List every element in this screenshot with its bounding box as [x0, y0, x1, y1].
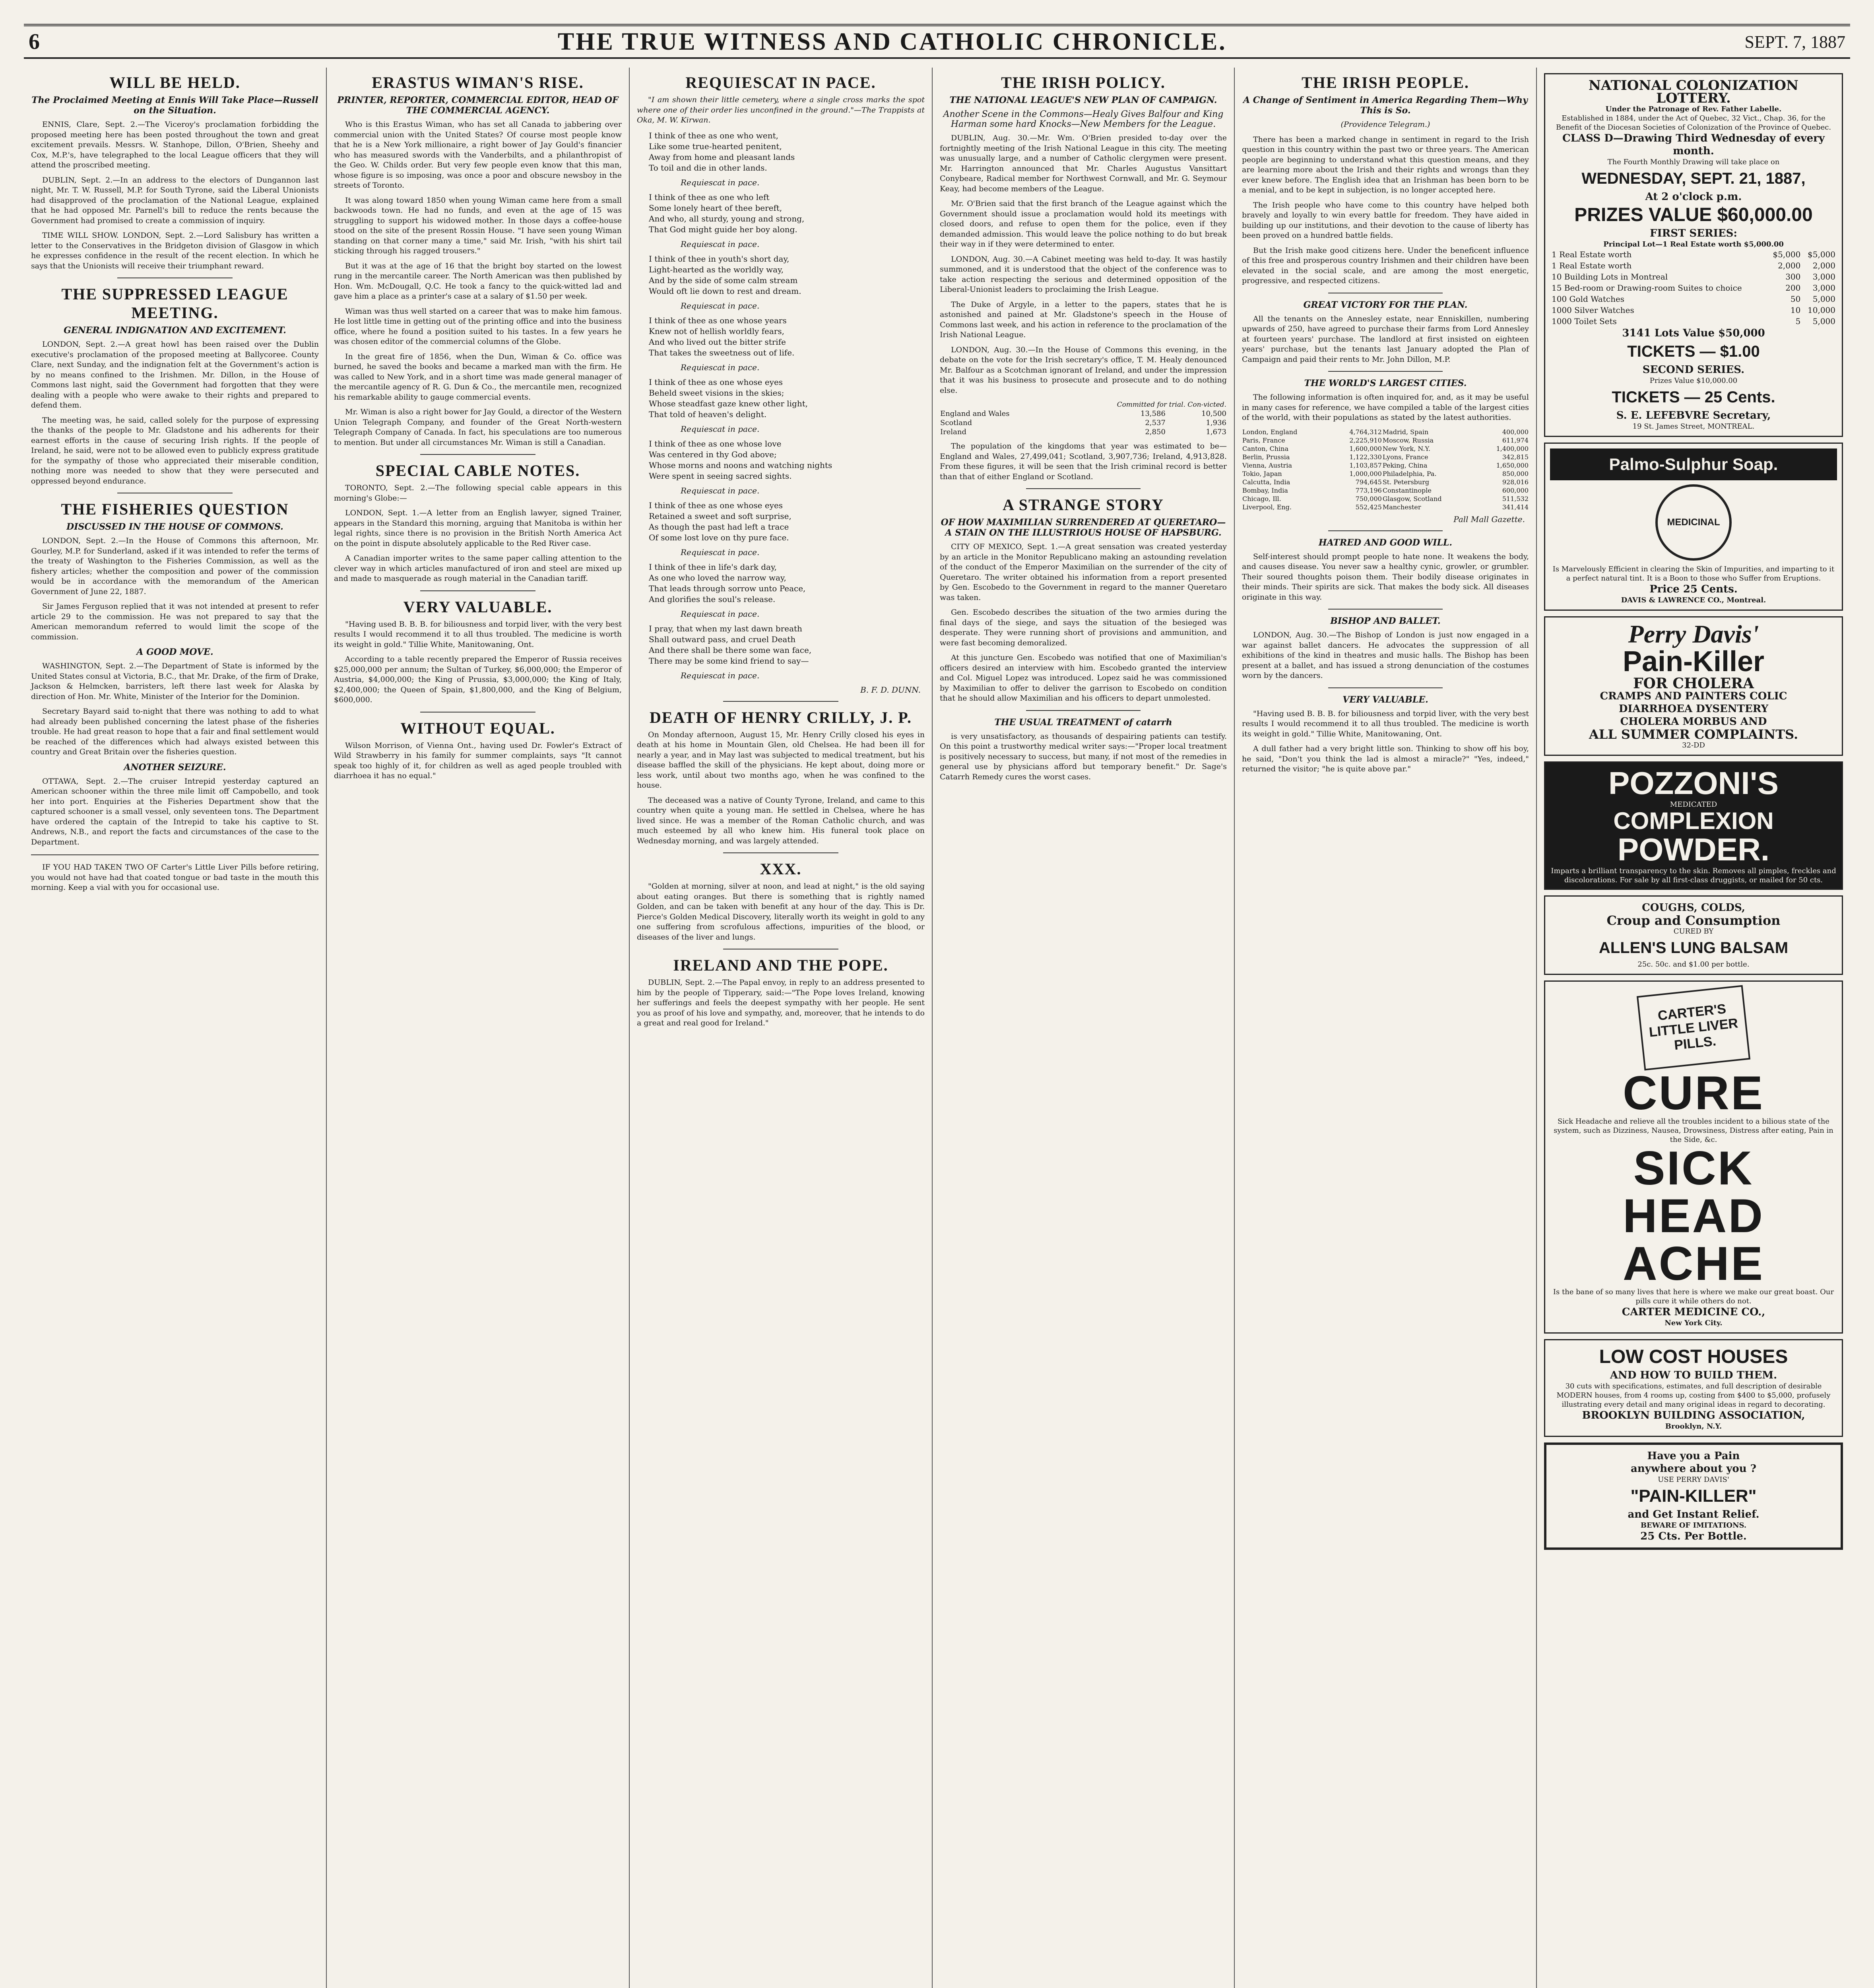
- article-subhead: ANOTHER SEIZURE.: [124, 762, 226, 773]
- carters-sick: SICK: [1633, 1142, 1754, 1195]
- table-cell: 300: [1785, 272, 1801, 282]
- divider: [1328, 609, 1443, 610]
- poem-refrain: Requiescat in pace.: [681, 239, 760, 249]
- table-cell: Berlin, Prussia: [1242, 453, 1290, 461]
- painkiller-advertisement: [1544, 616, 1843, 756]
- table-cell: 1,600,000: [1349, 445, 1382, 452]
- table-cell: 10: [1790, 305, 1801, 315]
- divider: [420, 454, 535, 455]
- article-paragraph: It was along toward 1850 when young Wiman came here from a small backwoods town. He had no funds, and even at the age of 15 was struggling to support his widowed mother. In those days a coffee-house stood on the site of the present Rossin House. "I have seen young Wiman standing on that corner many a time," said Mr. Irish, "with his shirt tail sticking through his ragged trousers.": [334, 196, 622, 255]
- article-paragraph: TIME WILL SHOW. LONDON, Sept. 2.—Lord Salisbury has written a letter to the Conservatives in the Bridgeton division of Glasgow in which he expresses confidence in the result of the recent election. In which he says that the Unionists will receive their triumphant reward.: [31, 231, 319, 270]
- article-headline: THE FISHERIES QUESTION: [61, 500, 289, 518]
- table-row: [1242, 503, 1529, 511]
- table-cell: Vienna, Austria: [1242, 461, 1292, 469]
- article-paragraph: ENNIS, Clare, Sept. 2.—The Viceroy's proclamation forbidding the proposed meeting here has been posted throughout the town and great excitement prevails. Messrs. W. Stanhope, Dillon, O'Brien, Sheehy and Cox, M.P.'s, have telegraphed to the local League officers that they will attend the proscribed meeting.: [31, 120, 319, 169]
- table-row: [1242, 445, 1529, 453]
- poem-stanza: I think of thee as one whose eyes Beheld sweet visions in the skies; Whose steadfast gaze knew other light, That told of heaven's delight.: [649, 377, 808, 419]
- table-cell: 2,537: [1145, 419, 1166, 427]
- poem-stanza: I think of thee as one who went, Like some true-hearted penitent, Away from home and pleasant lands To toil and die in other lands.: [649, 130, 795, 173]
- pozzoni-advertisement: [1544, 761, 1843, 890]
- poem-refrain: Requiescat in pace.: [681, 362, 760, 372]
- article-headline: DEATH OF HENRY CRILLY, J. P.: [650, 708, 912, 726]
- column-1: [24, 68, 327, 1988]
- column-4: [933, 68, 1235, 1988]
- table-cell: 2,225,910: [1349, 436, 1382, 444]
- article-subhead: DISCUSSED IN THE HOUSE OF COMMONS.: [66, 522, 283, 532]
- soap-text: Is Marvelously Efficient in clearing the Skin of Impurities, and imparting to it a perfect natural tint. It is a Boon to those who Suffer from Eruptions.: [1552, 565, 1835, 582]
- lottery-title: NATIONAL COLONIZATION LOTTERY.: [1588, 78, 1799, 106]
- lottery-principal: Principal Lot—1 Real Estate worth $5,000.00: [1603, 240, 1784, 248]
- newspaper-title: THE TRUE WITNESS AND CATHOLIC CHRONICLE.: [557, 28, 1227, 55]
- article-paragraph: "Having used B. B. B. for biliousness and torpid liver, with the very best results I would recommend it to all thus troubled. The medicine is worth its weight in gold." Tillie White, Manitowaning, Ont.: [1242, 709, 1529, 738]
- table-row: [1242, 495, 1529, 503]
- carters-pills-advertisement: [1544, 980, 1843, 1334]
- table-cell: 10 Building Lots in Montreal: [1552, 272, 1668, 282]
- column-5: [1235, 68, 1537, 1988]
- table-cell: Moscow, Russia: [1382, 436, 1434, 444]
- soap-price: Price 25 Cents.: [1649, 583, 1738, 595]
- table-cell: 1,936: [1206, 419, 1226, 427]
- article-summary: Another Scene in the Commons—Healy Gives Balfour and King Harman some hard Knocks—New Members for the League.: [943, 109, 1224, 129]
- pozzoni-name: POZZONI'S: [1608, 765, 1779, 801]
- article-paragraph: LONDON, Sept. 1.—A letter from an English lawyer, signed Trainer, appears in the Standard this morning, arguing that Manitoba is within her legal rights, since there is no provision in the British North America Act on the point in dispute absolutely applicable to the Red River case.: [334, 509, 622, 548]
- lottery-intro: Established in 1884, under the Act of Quebec, 32 Vict., Chap. 36, for the Benefit of the Diocesan Societies of Colonization of the Province of Quebec.: [1556, 114, 1831, 132]
- table-cell: 3,000: [1812, 283, 1835, 293]
- cities-table: [1242, 428, 1529, 511]
- article-headline: GREAT VICTORY FOR THE PLAN.: [1303, 299, 1468, 310]
- table-row: [1550, 249, 1837, 260]
- table-cell: 2,000: [1778, 261, 1801, 270]
- table-cell: 13,586: [1140, 410, 1166, 418]
- lottery-second-principal: Prizes Value $10,000.00: [1649, 377, 1738, 385]
- poem-stanza: I think of thee as one whose love Was centered in thy God above; Whose morns and noons and watching nights Were spent in seeing sacred sights.: [649, 439, 832, 481]
- article-source: (Providence Telegram.): [1341, 120, 1430, 129]
- lottery-tickets-second: TICKETS — 25 Cents.: [1612, 388, 1775, 406]
- table-cell: Glasgow, Scotland: [1382, 495, 1442, 503]
- article-paragraph: At this juncture Gen. Escobedo was notified that one of Maximilian's officers desired an interview with him. Escobedo granted the interview and Col. Miguel Lopez was introduced. Lopez said he was commissioned by Maximilian to offer to deliver the garrison to Escobedo on condition that he should allow Maximilian and his officers to depart unmolested.: [940, 653, 1227, 703]
- table-cell: Madrid, Spain: [1382, 428, 1429, 436]
- table-cell: 341,414: [1502, 503, 1529, 511]
- pain-line: USE PERRY DAVIS': [1658, 1475, 1729, 1484]
- column-2: [327, 68, 630, 1988]
- pozzoni-sub: MEDICATED: [1670, 800, 1717, 809]
- balsam-price: 25c. 50c. and $1.00 per bottle.: [1637, 960, 1750, 969]
- table-cell: $5,000: [1773, 250, 1801, 259]
- pain-line: and Get Instant Relief.: [1628, 1508, 1760, 1520]
- houses-sub: AND HOW TO BUILD THEM.: [1610, 1369, 1777, 1381]
- article-paragraph: DUBLIN, Aug. 30.—Mr. Wm. O'Brien presided to-day over the fortnightly meeting of the Irish National League in this city. The meeting was unusually large, and a number of Catholic clergymen were present. Mr. Harrington announced that Mr. Charles Augustus Vansittart Conybeare, Radical member for Northwest Cornwall, and Mr. G. Seymour Keay, had become members of the League.: [940, 134, 1227, 193]
- article-paragraph: Wilson Morrison, of Vienna Ont., having used Dr. Fowler's Extract of Wild Strawberry in his family for summer complaints, says "It cannot speak too highly of it, for children as well as aged people troubled with diarrhoea it has no equal.": [334, 741, 622, 780]
- table-cell: Bombay, India: [1242, 486, 1288, 494]
- table-cell: 342,815: [1502, 453, 1529, 461]
- table-cell: 10,000: [1808, 305, 1835, 315]
- lottery-prizes: PRIZES VALUE $60,000.00: [1574, 204, 1813, 225]
- article-paragraph: LONDON, Sept. 2.—A great howl has been raised over the Dublin executive's proclamation of the proposed meeting at Ballycoree. County Clare, next Sunday, and the indignation felt at the Government's action is by no means confined to the Irishmen. Mr. Dillon, in the House of Commons last night, said the Government had forgotten that they were dealing with a people who were awake to their rights and prepared to defend them.: [31, 340, 319, 410]
- poem-stanza: I think of thee as one whose eyes Retained a sweet and soft surprise, As though the past had left a trace Of some lost love on thy pure face.: [649, 500, 792, 542]
- lottery-second-series: SECOND SERIES.: [1642, 364, 1745, 376]
- table-cell: 10,500: [1201, 410, 1226, 418]
- table-row: [940, 427, 1227, 437]
- table-row: [1242, 478, 1529, 486]
- article-paragraph: WASHINGTON, Sept. 2.—The Department of State is informed by the United States consul at Victoria, B.C., that Mr. Drake, of the firm of Drake, Jackson & Helmcken, barristers, left there last week for Alaska by direction of Hon. Mr. White, Minister of the Interior for the Dominion.: [31, 662, 319, 701]
- table-cell: London, England: [1242, 428, 1298, 436]
- table-cell: Calcutta, India: [1242, 478, 1290, 486]
- table-row: [1242, 486, 1529, 495]
- table-header: Committed for trial. Con-victed.: [1117, 401, 1226, 409]
- table-cell: 1 Real Estate worth: [1552, 250, 1632, 259]
- table-cell: England and Wales: [940, 410, 1010, 418]
- article-headline: THE WORLD'S LARGEST CITIES.: [1304, 378, 1467, 388]
- table-cell: 1000 Silver Watches: [1552, 305, 1634, 315]
- pozzoni-text: Imparts a brilliant transparency to the skin. Removes all pimples, freckles and discolorations. For sale by all first-class druggists, or mailed for 50 cts.: [1551, 867, 1836, 884]
- article-headline: IRELAND AND THE POPE.: [673, 956, 889, 974]
- article-paragraph: In the great fire of 1856, when the Dun, Wiman & Co. office was burned, he saved the books and became a marked man with the firm. He was called to New York, and in a short time was made general manager of the mercantile agency of R. G. Dun & Co., the mercantile men, recognized his remarkable ability to gauge commercial events.: [334, 352, 622, 402]
- poem-refrain: Requiescat in pace.: [681, 670, 760, 680]
- article-paragraph: Secretary Bayard said to-night that there was nothing to add to what had already been published concerning the latest phase of the fisheries trouble. He had great reason to hope that a fair and final settlement would be reached of the differences which had always existed between this country and Great Britain over the fisheries question.: [31, 707, 319, 756]
- soap-title: Palmo-Sulphur Soap.: [1550, 448, 1837, 480]
- table-cell: 15 Bed-room or Drawing-room Suites to choice: [1552, 283, 1742, 293]
- table-cell: Paris, France: [1242, 436, 1285, 444]
- balsam-line: CURED BY: [1673, 927, 1714, 936]
- table-cell: 400,000: [1502, 428, 1529, 436]
- poem-refrain: Requiescat in pace.: [681, 424, 760, 434]
- balsam-line: Croup and Consumption: [1606, 913, 1781, 928]
- article-paragraph: The meeting was, he said, called solely for the purpose of expressing the thanks of the people to Mr. Gladstone and his adherents for their earnest efforts in the cause of securing Irish rights. If the people of Ireland, he said, were not to be allowed even to publicly express gratitude for the sympathy of those who appreciated their miserable condition, nothing more was needed to show that they were persecuted and oppressed beyond endurance.: [31, 415, 319, 485]
- divider: [723, 701, 838, 702]
- painkiller-title-2: Pain-Killer: [1622, 646, 1765, 678]
- article-paragraph: TORONTO, Sept. 2.—The following special cable appears in this morning's Globe:—: [334, 483, 622, 503]
- pain-line: "PAIN-KILLER": [1630, 1486, 1757, 1506]
- article-paragraph: Mr. Wiman is also a right bower for Jay Gould, a director of the Western Union Telegraph Company, and founder of the Great North-western Telegraph Company of Canada. In fact, his speculations are too numerous to mention. But under all circumstances Mr. Wiman is still a Canadian.: [334, 408, 622, 447]
- article-headline: THE IRISH PEOPLE.: [1302, 74, 1469, 91]
- balsam-name: ALLEN'S LUNG BALSAM: [1599, 939, 1789, 957]
- table-cell: Tokio, Japan: [1242, 470, 1282, 478]
- painkiller-line: DIARRHOEA DYSENTERY: [1618, 703, 1769, 715]
- article-paragraph: DUBLIN, Sept. 2.—In an address to the electors of Dungannon last night, Mr. T. W. Russell, M.P. for South Tyrone, said the Liberal Unionists had disapproved of the proclamation of the National League, explained that he had opposed Mr. Parnell's bill to reduce the rents because the Government had promised to create a commission of inquiry.: [31, 175, 319, 225]
- table-cell: 5,000: [1812, 294, 1835, 304]
- lottery-class: CLASS D—Drawing Third Wednesday of every month.: [1562, 132, 1825, 157]
- table-cell: 100 Gold Watches: [1552, 294, 1625, 304]
- lottery-lots: 3141 Lots Value $50,000: [1622, 327, 1765, 339]
- table-cell: 5,000: [1812, 316, 1835, 326]
- table-cell: Peking, China: [1382, 461, 1428, 469]
- ad-code: 32-DD: [1682, 741, 1705, 749]
- painkiller-line: ALL SUMMER COMPLAINTS.: [1589, 727, 1798, 742]
- article-paragraph: Wiman was thus well started on a career that was to make him famous. He lost little time in getting out of the printing office and into the business office, where he found a position suited to his tastes. In a few years he was chosen editor of the commercial columns of the Globe.: [334, 307, 622, 346]
- table-cell: 794,645: [1355, 478, 1382, 486]
- article-paragraph: OTTAWA, Sept. 2.—The cruiser Intrepid yesterday captured an American schooner within the three mile limit off Campobello, and took her into port. Enquiries at the Fisheries Department show that the captured schooner is a small vessel, only seventeen tons. The Department have ordered the captain of the Intrepid to take his captive to St. Andrews, N.B., and report the facts and circumstances of the case to the Department.: [31, 777, 319, 846]
- article-paragraph: LONDON, Aug. 30.—A Cabinet meeting was held to-day. It was hastily summoned, and it is understood that the object of the conference was to take action respecting the serious and determined opposition of the Liberal-Unionist leaders to proclaiming the Irish League.: [940, 254, 1227, 294]
- table-cell: 1000 Toilet Sets: [1552, 316, 1617, 326]
- table-cell: 1,673: [1206, 428, 1226, 436]
- table-cell: New York, N.Y.: [1382, 445, 1431, 452]
- poem-stanza: I think of thee in life's dark day, As one who loved the narrow way, That leads through sorrow unto Peace, And glorifies the soul's release.: [649, 562, 806, 604]
- article-subhead: GENERAL INDIGNATION AND EXCITEMENT.: [64, 325, 286, 336]
- article-headline: BISHOP AND BALLET.: [1330, 616, 1441, 626]
- article-paragraph: is very unsatisfactory, as thousands of despairing patients can testify. On this point a trustworthy medical writer says:—"Proper local treatment is positively necessary to success, but many, if not most of the remedies in general use by physicians afford but temporary benefit." Dr. Sage's Catarrh Remedy cures the worst cases.: [940, 732, 1227, 781]
- lottery-prize-table: [1550, 249, 1837, 327]
- article-subhead: OF HOW MAXIMILIAN SURRENDERED AT QUERETARO—A STAIN ON THE ILLUSTRIOUS HOUSE OF HAPSBURG.: [941, 517, 1226, 538]
- article-paragraph: A dull father had a very bright little son. Thinking to show off his boy, he said, "Don't you think the lad is almost a miracle?" "Yes, indeed," returned the visitor; "he is quite above par.": [1242, 744, 1529, 773]
- divider: [1328, 687, 1443, 688]
- table-row: [1550, 260, 1837, 271]
- divider: [31, 854, 319, 855]
- table-cell: Chicago, Ill.: [1242, 495, 1281, 503]
- article-paragraph: The population of the kingdoms that year was estimated to be—England and Wales, 27,499,041; Scotland, 3,907,736; Ireland, 4,913,828. From these figures, it will be seen that the Irish criminal record is better than that of either England or Scotland.: [940, 442, 1227, 481]
- lung-balsam-advertisement: [1544, 895, 1843, 975]
- table-cell: 1,103,857: [1349, 461, 1382, 469]
- article-paragraph: On Monday afternoon, August 15, Mr. Henry Crilly closed his eyes in death at his home in Mountain Glen, old Chelsea. He had been ill for nearly a year, and in May last was subjected to medical treatment, but his disease baffled the skill of the physicians. He kept about, doing more or less work, until about two months ago, when he was confined to the house.: [637, 730, 925, 790]
- divider: [1026, 488, 1141, 489]
- article-headline: VERY VALUABLE.: [403, 598, 553, 616]
- article-paragraph: According to a table recently prepared the Emperor of Russia receives $25,000,000 per annum; the Sultan of Turkey, $6,000,000; the Emperor of Austria, $4,000,000; the King of Prussia, $3,000,000; the King of Italy, $2,400,000; the Queen of Spain, $1,800,000, and the King of Belgium, $600,000.: [334, 655, 622, 704]
- table-row: [1550, 305, 1837, 316]
- table-cell: 552,425: [1355, 503, 1382, 511]
- painkiller-line: CRAMPS AND PAINTERS COLIC: [1600, 690, 1787, 702]
- soap-advertisement: [1544, 443, 1843, 611]
- balsam-line: COUGHS, COLDS,: [1642, 902, 1745, 914]
- carters-text: Sick Headache and relieve all the troubles incident to a bilious state of the system, such as Dizziness, Nausea, Drowsiness, Distress after eating, Pain in the Side, &c.: [1554, 1117, 1833, 1144]
- carters-head: HEAD: [1622, 1189, 1765, 1242]
- table-cell: 1,000,000: [1349, 470, 1382, 478]
- pill-box-icon: CARTER'S LITTLE LIVER PILLS.: [1637, 985, 1750, 1071]
- article-paragraph: Mr. O'Brien said that the first branch of the League against which the Government should issue a proclamation would hold its meetings with closed doors, and refuse to open them for the police, even if they demanded admission. This would leave the police nothing to do but break their way in if they were determined to enter.: [940, 199, 1227, 248]
- divider: [420, 590, 535, 591]
- houses-title: LOW COST HOUSES: [1599, 1346, 1788, 1367]
- table-cell: Constantinople: [1382, 486, 1432, 494]
- table-cell: $5,000: [1808, 250, 1835, 259]
- table-cell: Ireland: [940, 428, 966, 436]
- table-cell: 1 Real Estate worth: [1552, 261, 1632, 270]
- article-paragraph: All the tenants on the Annesley estate, near Enniskillen, numbering upwards of 250, have agreed to purchase their farms from Lord Annesley at fourteen years' purchase. The landlord at first insisted on eighteen years' purchase, but the tenants last January adopted the Plan of Campaign and paid their rents to Mr. John Dillon, M.P.: [1242, 314, 1529, 364]
- article-paragraph: The deceased was a native of County Tyrone, Ireland, and came to this country when quite a young man. He settled in Chelsea, where he has lived since. He was a member of the Roman Catholic church, and was much esteemed by all who knew him. His funeral took place on Wednesday morning, and was largely attended.: [637, 796, 925, 845]
- article-paragraph: The following information is often inquired for, and, as it may be useful in many cases for reference, we have compiled a table of the largest cities of the world, with their populations as stated by the latest authorities.: [1242, 393, 1529, 422]
- table-row: [1242, 470, 1529, 478]
- table-row: [1550, 271, 1837, 282]
- table-cell: Scotland: [940, 419, 972, 427]
- poem-refrain: Requiescat in pace.: [681, 301, 760, 311]
- lottery-advertisement: [1544, 73, 1843, 437]
- pain-line: 25 Cts. Per Bottle.: [1640, 1530, 1747, 1542]
- table-row: [940, 409, 1227, 418]
- article-paragraph: Sir James Ferguson replied that it was not intended at present to refer article 29 to the commission. He was not prepared to say that the American memorandum referred to would limit the scope of the commission.: [31, 602, 319, 641]
- table-cell: 5: [1795, 316, 1801, 326]
- table-row: [1550, 282, 1837, 293]
- article-headline: ERASTUS WIMAN'S RISE.: [372, 74, 584, 91]
- painkiller-for: FOR CHOLERA: [1633, 675, 1754, 692]
- houses-text: 30 cuts with specifications, estimates, and full description of desirable MODERN houses, from 4 rooms up, costing from $400 to $5,000, profusely illustrating every detail and many original ideas in regard to decorating.: [1556, 1382, 1831, 1409]
- article-headline: HATRED AND GOOD WILL.: [1318, 537, 1453, 548]
- article-subhead: A GOOD MOVE.: [136, 647, 213, 657]
- lottery-date: WEDNESDAY, SEPT. 21, 1887,: [1581, 170, 1806, 187]
- lottery-patron: Under the Patronage of Rev. Father Labelle.: [1605, 105, 1782, 113]
- article-headline: WITHOUT EQUAL.: [400, 719, 555, 737]
- table-cell: Canton, China: [1242, 445, 1289, 452]
- lottery-secretary: S. E. LEFEBVRE Secretary,: [1616, 410, 1771, 421]
- column-3: [630, 68, 933, 1988]
- poem-stanza: I think of thee as one who left Some lonely heart of thee bereft, And who, all sturdy, young and strong, That God might guide her boy along.: [649, 192, 805, 234]
- article-paragraph: But the Irish make good citizens here. Under the beneficent influence of this free and prosperous country Irishmen and their children have been elevated in the social scale, and are among the most energetic, progressive, and respected citizens.: [1242, 246, 1529, 285]
- advertisement-column: [1537, 68, 1850, 1988]
- lottery-next: The Fourth Monthly Drawing will take place on: [1607, 158, 1780, 166]
- soap-maker: DAVIS & LAWRENCE CO., Montreal.: [1621, 596, 1766, 604]
- table-cell: 928,016: [1502, 478, 1529, 486]
- article-paragraph: CITY OF MEXICO, Sept. 1.—A great sensation was created yesterday by an article in the Monitor Republicano making an astounding revelation of the conduct of the Emperor Maximilian on the surrender of the city of Queretaro. The writer obtained his information from a report presented by Gen. Escobedo to the Government in regard to the manner Queretaro was taken.: [940, 542, 1227, 602]
- table-source: Pall Mall Gazette.: [1453, 514, 1525, 524]
- houses-city: Brooklyn, N.Y.: [1665, 1422, 1722, 1431]
- table-cell: 1,650,000: [1496, 461, 1529, 469]
- divider: [723, 852, 838, 853]
- painkiller-title-1: Perry Davis': [1628, 620, 1759, 648]
- article-subhead: The Proclaimed Meeting at Ennis Will Take Place—Russell on the Situation.: [31, 95, 318, 116]
- article-headline: VERY VALUABLE.: [1342, 694, 1428, 705]
- table-cell: 4,764,312: [1349, 428, 1382, 436]
- medicinal-seal-icon: MEDICINAL: [1655, 484, 1732, 561]
- poem-epigraph: "I am shown their little cemetery, where a single cross marks the spot where one of their order lies unconfined in the ground."—The Trappists at Oka, M. W. Kirwan.: [637, 95, 925, 124]
- article-headline: WILL BE HELD.: [109, 74, 241, 91]
- pain-line: Have you a Pain: [1647, 1450, 1740, 1462]
- article-subhead: A Change of Sentiment in America Regarding Them—Why This is So.: [1243, 95, 1528, 116]
- table-cell: 750,000: [1355, 495, 1382, 503]
- masthead: [24, 24, 1850, 59]
- table-cell: 850,000: [1502, 470, 1529, 478]
- table-cell: 611,974: [1502, 436, 1529, 444]
- poem-signature: B. F. D. DUNN.: [860, 685, 921, 695]
- table-row: [940, 418, 1227, 427]
- divider: [1328, 371, 1443, 372]
- table-cell: Manchester: [1382, 503, 1421, 511]
- article-paragraph: Self-interest should prompt people to hate none. It weakens the body, and causes disease. You never saw a healthy cynic, growler, or grumbler. Their soured thoughts poison them. Their bodily disease originates in their minds. Their spirits are sick. That makes the body sick. All diseases originate in this way.: [1242, 552, 1529, 602]
- article-paragraph: LONDON, Sept. 2.—In the House of Commons this afternoon, Mr. Gourley, M.P. for Sunderland, asked if it was intended to refer the terms of the treaty of Washington to the Fisheries Commission, as well as the fishery articles; whether the composition and power of the commission would be in accordance with the memorandum of the American Government of June 22, 1887.: [31, 536, 319, 596]
- table-cell: St. Petersburg: [1382, 478, 1430, 486]
- article-paragraph: "Golden at morning, silver at noon, and lead at night," is the old saying about eating oranges. But there is something that is rightly named Golden, and can be taken with benefit at any hour of the day. This is Dr. Pierce's Golden Medical Discovery, literally worth its weight in gold to any one suffering from scrofulous affections, impurities of the blood, or diseases of the liver and lungs.: [637, 882, 925, 942]
- article-paragraph: Who is this Erastus Wiman, who has set all Canada to jabbering over commercial union with the United States? Of course most people know that he is a New York millionaire, a right bower of Jay Gould's financier who has measured swords with the Vanderbilts, and a philanthropist of the Geo. W. Childs order. But very few people even know that this man, whose figure is so imposing, was once a poor and obscure newsboy in the streets of Toronto.: [334, 120, 622, 190]
- poem-refrain: Requiescat in pace.: [681, 485, 760, 495]
- advertisement-notice: IF YOU HAD TAKEN TWO OF Carter's Little Liver Pills before retiring, you would not have had that coated tongue or bad taste in the mouth this morning. Keep a vial with you for occasional use.: [31, 863, 319, 892]
- pain-line: anywhere about you ?: [1631, 1463, 1756, 1475]
- carters-cure: CURE: [1622, 1066, 1765, 1120]
- poem-refrain: Requiescat in pace.: [681, 609, 760, 619]
- carters-ache: ACHE: [1622, 1237, 1765, 1290]
- article-headline: A STRANGE STORY: [1003, 496, 1164, 514]
- article-subhead: PRINTER, REPORTER, COMMERCIAL EDITOR, HEAD OF THE COMMERCIAL AGENCY.: [337, 95, 619, 116]
- table-cell: 3,000: [1812, 272, 1835, 282]
- lottery-address: 19 St. James Street, MONTREAL.: [1632, 422, 1755, 431]
- table-row: [1242, 453, 1529, 461]
- issue-date: SEPT. 7, 1887: [1744, 32, 1845, 52]
- crime-statistics-table: [940, 400, 1227, 437]
- houses-maker: BROOKLYN BUILDING ASSOCIATION,: [1582, 1409, 1805, 1421]
- table-cell: 773,196: [1355, 486, 1382, 494]
- article-headline: THE IRISH POLICY.: [1001, 74, 1166, 91]
- pozzoni-word: POWDER.: [1617, 832, 1770, 867]
- article-paragraph: A Canadian importer writes to the same paper calling attention to the clever way in which articles manufactured of iron and steel are mixed up and made to masquerade as rough material in the Canadian tariff.: [334, 554, 622, 583]
- table-cell: Lyons, France: [1382, 453, 1428, 461]
- article-paragraph: LONDON, Aug. 30.—In the House of Commons this evening, in the debate on the vote for the Irish secretary's office, T. M. Healy denounced Mr. Balfour as a Scotchman ignorant of Ireland, and under the impression that it was his business to prosecute and prosecute and to do nothing else.: [940, 345, 1227, 395]
- article-paragraph: But it was at the age of 16 that the bright boy started on the lowest rung in the mercantile career. The North American was then published by Hon. Wm. McDougall, Q.C. He took a fancy to the quick-witted lad and gave him a place as a printer's case at a salary of $1.50 per week.: [334, 261, 622, 301]
- article-paragraph: Gen. Escobedo describes the situation of the two armies during the final days of the siege, and says the situation of the besieged was desperate. They were running short of provisions and ammunition, and were fast becoming demoralized.: [940, 608, 1227, 647]
- table-row: [1242, 461, 1529, 470]
- table-row: [1550, 316, 1837, 327]
- table-cell: 1,122,330: [1349, 453, 1382, 461]
- table-row: [1242, 428, 1529, 436]
- table-cell: 511,532: [1502, 495, 1529, 503]
- table-cell: Philadelphia, Pa.: [1382, 470, 1437, 478]
- table-cell: 1,400,000: [1496, 445, 1529, 452]
- article-headline: THE SUPPRESSED LEAGUE MEETING.: [61, 285, 289, 322]
- article-subhead: THE NATIONAL LEAGUE'S NEW PLAN OF CAMPAIGN.: [949, 95, 1217, 105]
- pain-line: BEWARE OF IMITATIONS.: [1640, 1521, 1747, 1530]
- poem-stanza: I pray, that when my last dawn breath Shall outward pass, and cruel Death And there shall be there some wan face, There may be some kind friend to say—: [649, 623, 812, 666]
- divider: [1328, 530, 1443, 531]
- poem-stanza: I think of thee as one whose years Knew not of hellish worldly fears, And who lived out the bitter strife That takes the sweetness out of life.: [649, 315, 795, 357]
- table-cell: 50: [1790, 294, 1801, 304]
- article-headline: SPECIAL CABLE NOTES.: [375, 462, 580, 480]
- lottery-tickets: TICKETS — $1.00: [1627, 343, 1760, 360]
- poem-title: REQUIESCAT IN PACE.: [685, 74, 876, 91]
- lottery-time: At 2 o'clock p.m.: [1645, 191, 1742, 203]
- carters-text: Is the bane of so many lives that here is where we make our great boast. Our pills cure it while others do not.: [1553, 1288, 1834, 1305]
- table-cell: 600,000: [1502, 486, 1529, 494]
- table-cell: Liverpool, Eng.: [1242, 503, 1292, 511]
- table-row: [1242, 436, 1529, 445]
- article-subhead: THE USUAL TREATMENT of catarrh: [994, 717, 1172, 728]
- table-cell: 2,850: [1145, 428, 1166, 436]
- poem-stanza: I think of thee in youth's short day, Light-hearted as the worldly way, And by the side of some calm stream Would oft lie down to rest and dream.: [649, 254, 801, 296]
- carters-maker: CARTER MEDICINE CO.,: [1622, 1306, 1765, 1318]
- article-paragraph: There has been a marked change in sentiment in regard to the Irish question in this country within the past two or three years. The American people are beginning to understand what this question means, and they are learning more about the Irish and their rights and wrongs than they ever knew before. The English idea that an Irishman has been born to be a menial, and to be kept in subjection, is no longer accepted here.: [1242, 135, 1529, 194]
- poem-refrain: Requiescat in pace.: [681, 177, 760, 187]
- article-paragraph: DUBLIN, Sept. 2.—The Papal envoy, in reply to an address presented to him by the people of Tipperary, said:—"The Pope loves Ireland, knowing her sufferings and feels the deepest sympathy with her people. He sent you as proof of his love and sympathy, and, moreover, that he intends to do a great and real good for Ireland.": [637, 978, 925, 1027]
- pozzoni-title: COMPLEXION: [1613, 808, 1774, 834]
- page-number: 6: [29, 29, 40, 54]
- article-headline: XXX.: [760, 860, 802, 878]
- painkiller-line: CHOLERA MORBUS AND: [1620, 716, 1767, 728]
- lottery-first-series: FIRST SERIES:: [1650, 227, 1737, 239]
- divider: [1026, 710, 1141, 711]
- table-cell: 200: [1785, 283, 1801, 293]
- carters-city: New York City.: [1664, 1319, 1723, 1327]
- article-paragraph: The Irish people who have come to this country have helped both bravely and loyally to win every battle for freedom. They have aided in building up our institutions, and their devotion to the cause of liberty has been proved on a hundred battle fields.: [1242, 200, 1529, 240]
- poem-refrain: Requiescat in pace.: [681, 547, 760, 557]
- pain-killer-small-advertisement: [1544, 1442, 1843, 1550]
- table-row: [1550, 293, 1837, 305]
- table-cell: 2,000: [1812, 261, 1835, 270]
- article-paragraph: LONDON, Aug. 30.—The Bishop of London is just now engaged in a war against ballet dancers. He advocates the suppression of all exhibitions of the kind in theatres and music halls. The Bishop has been present at a ballet, and has issued a strong denunciation of the costumes worn by the dancers.: [1242, 631, 1529, 680]
- houses-advertisement: [1544, 1339, 1843, 1437]
- article-paragraph: The Duke of Argyle, in a letter to the papers, states that he is astonished and pained at Mr. Gladstone's speech in the House of Commons last week, and his action in reference to the proclamation of the Irish National League.: [940, 300, 1227, 339]
- article-paragraph: "Having used B. B. B. for biliousness and torpid liver, with the very best results I would recommend it to all thus troubled. The medicine is worth its weight in gold." Tillie White, Manitowaning, Ont.: [334, 619, 622, 649]
